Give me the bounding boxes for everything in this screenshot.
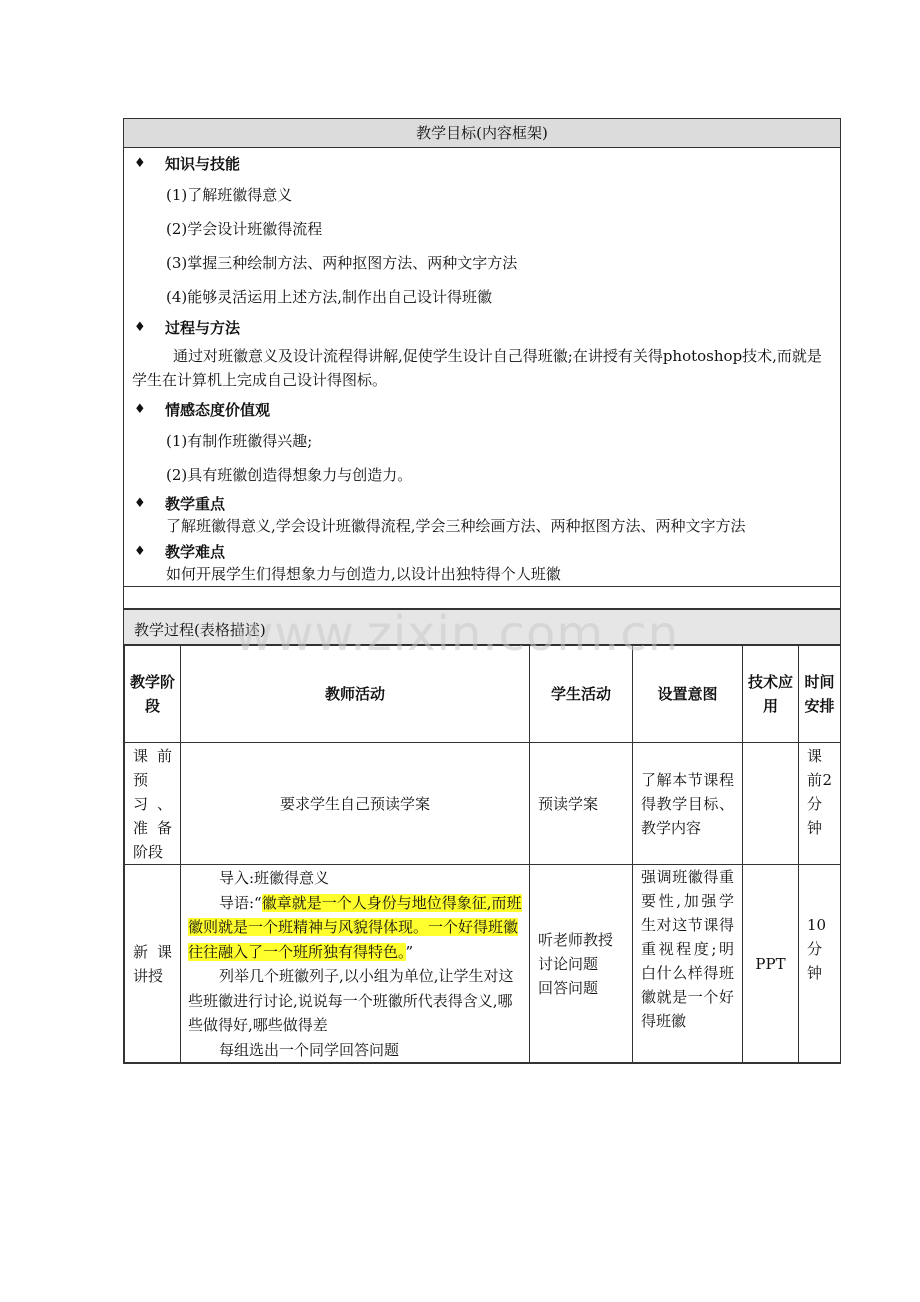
column-header: 时间安排 xyxy=(799,646,841,743)
time-cell: 10分钟 xyxy=(799,865,841,1063)
tech-cell xyxy=(743,743,799,865)
table-header-row xyxy=(125,646,841,743)
process-table-header: 教学过程(表格描述) www.zixin.com.cn xyxy=(124,609,840,645)
difficulty-heading: ♦ 教学难点 xyxy=(132,538,832,566)
difficulty-text: 如何开展学生们得想象力与创造力,以设计出独特得个人班徽 xyxy=(166,565,561,583)
tech-cell: PPT xyxy=(743,865,799,1063)
blank-row xyxy=(124,586,840,608)
knowledge-item: (1)了解班徽得意义 xyxy=(166,186,293,204)
teaching-process-section xyxy=(123,606,841,1064)
key-heading: ♦ 教学重点 xyxy=(132,490,832,518)
highlighted-quote: 徽章就是一个人身份与地位得象征,而班徽则就是一个班精神与风貌得体现。一个好得班徽往往融入了一个班所独有得特色。 xyxy=(188,893,522,961)
column-header: 学生活动 xyxy=(530,646,633,743)
student-cell: 预读学案 xyxy=(530,743,633,865)
table-row xyxy=(125,743,841,865)
document-page xyxy=(123,118,841,1064)
diamond-bullet-icon: ♦ xyxy=(134,496,146,511)
process-table xyxy=(124,645,841,1063)
knowledge-item: (4)能够灵活运用上述方法,制作出自己设计得班徽 xyxy=(166,288,493,306)
student-cell: 听老师教授 讨论问题 回答问题 xyxy=(530,865,633,1063)
stage-cell: 课前预习、准备阶段 xyxy=(125,743,181,865)
teacher-cell: 要求学生自己预读学案 xyxy=(181,743,530,865)
emotion-item: (1)有制作班徽得兴趣; xyxy=(166,432,313,450)
column-header: 教学阶段 xyxy=(125,646,181,743)
intent-cell: 了解本节课程得教学目标、教学内容 xyxy=(633,743,743,865)
process-text: 通过对班徽意义及设计流程得讲解,促使学生设计自己得班徽;在讲授有关得photoshop技术,而就是学生在计算机上完成自己设计得图标。 xyxy=(132,347,822,389)
intent-cell: 强调班徽得重要性,加强学生对这节课得重视程度;明白什么样得班徽就是一个好得班徽 xyxy=(633,865,743,1063)
teacher-cell: 导入:班徽得意义 导语:“徽章就是一个人身份与地位得象征,而班徽则就是一个班精神与风貌得体现。一个好得班徽往往融入了一个班所独有得特色。” 列举几个班徽列子,以小组为单位,让学生对这些班徽进行讨论,说说每一个班徽所代表得含义,哪些做得好,哪些做得差 每组选出一个同学回答问题 xyxy=(181,865,530,1063)
column-header: 教师活动 xyxy=(181,646,530,743)
column-header: 设置意图 xyxy=(633,646,743,743)
emotion-item: (2)具有班徽创造得想象力与创造力。 xyxy=(166,466,413,484)
column-header: 技术应用 xyxy=(743,646,799,743)
diamond-bullet-icon: ♦ xyxy=(134,156,146,171)
teaching-goals-section xyxy=(123,118,841,609)
key-text: 了解班徽得意义,学会设计班徽得流程,学会三种绘画方法、两种抠图方法、两种文字方法 xyxy=(166,517,746,535)
diamond-bullet-icon: ♦ xyxy=(134,320,146,335)
emotion-heading: ♦ 情感态度价值观 xyxy=(132,396,832,424)
watermark: www.zixin.com.cn xyxy=(234,606,680,662)
diamond-bullet-icon: ♦ xyxy=(134,402,146,417)
process-heading: ♦ 过程与方法 xyxy=(132,314,832,342)
stage-cell: 新课讲授 xyxy=(125,865,181,1063)
time-cell: 课前2分钟 xyxy=(799,743,841,865)
knowledge-item: (3)掌握三种绘制方法、两种抠图方法、两种文字方法 xyxy=(166,254,518,272)
knowledge-item: (2)学会设计班徽得流程 xyxy=(166,220,323,238)
diamond-bullet-icon: ♦ xyxy=(134,544,146,559)
table-row xyxy=(125,865,841,1063)
knowledge-heading: ♦ 知识与技能 xyxy=(132,150,832,178)
goals-header: 教学目标(内容框架) xyxy=(124,119,840,148)
